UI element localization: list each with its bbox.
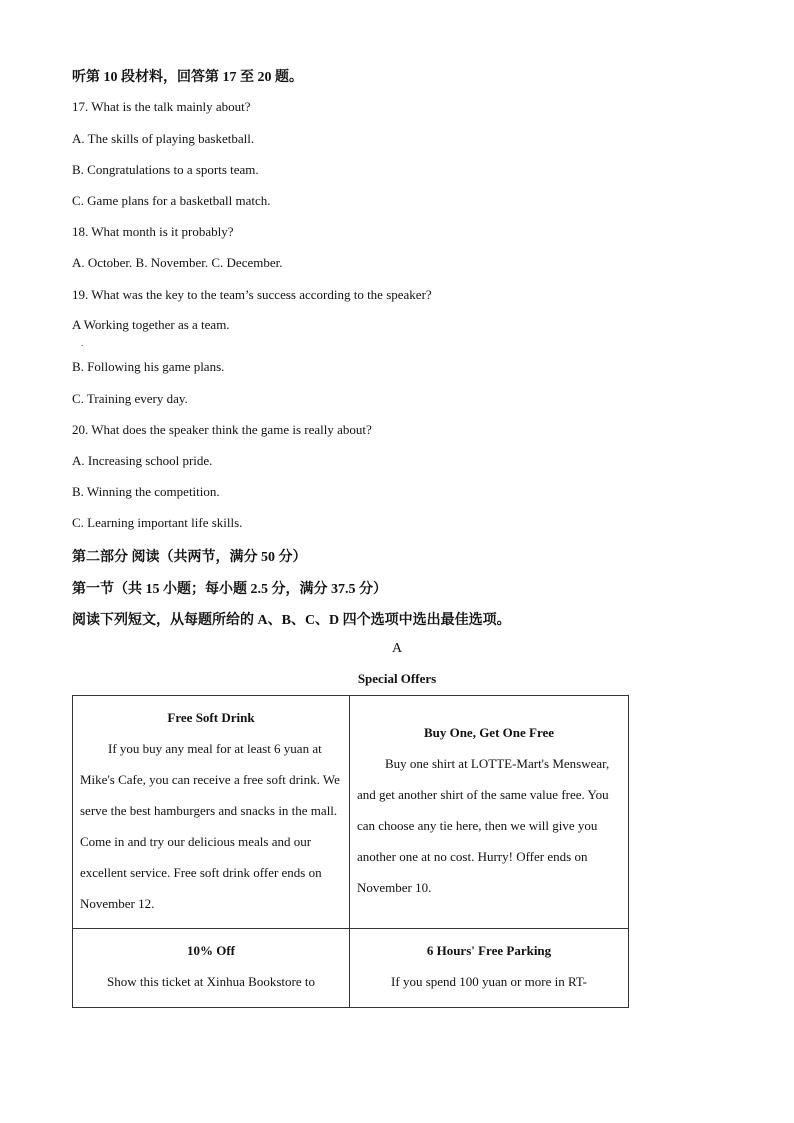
reading-section-header: 第一节（共 15 小题；每小题 2.5 分，满分 37.5 分） (72, 582, 387, 597)
offer-cell-bogo (350, 696, 629, 929)
question-17-option-a: A. The skills of playing basketball. (72, 131, 255, 146)
offer-text-bogo: Buy one shirt at LOTTE-Mart's Menswear, and get another shirt of the same value free. You can choose any tie here, then we will give you another one at no cost. Hurry! Offer ends on November 10. (357, 756, 610, 895)
offer-cell-soft-drink (73, 696, 350, 929)
offer-title-bogo: Buy One, Get One Free (423, 725, 555, 740)
offer-title-discount: 10% Off (186, 943, 236, 958)
offer-text-parking: If you spend 100 yuan or more in RT- (391, 974, 587, 989)
question-19-option-a: A Working together as a team. (72, 317, 230, 332)
offer-title-soft-drink: Free Soft Drink (167, 710, 255, 725)
reading-instruction: 阅读下列短文，从每题所给的 A、B、C、D 四个选项中选出最佳选项。 (72, 613, 511, 628)
question-17: 17. What is the talk mainly about? (72, 99, 251, 114)
offer-cell-discount (73, 929, 350, 1008)
offer-text-soft-drink: If you buy any meal for at least 6 yuan at Mike's Cafe, you can receive a free soft drink. We serve the best hamburgers and snacks in the mall. Come in and try our delicious meals and our excellent service. Free soft drink offer ends on November 12. (80, 741, 340, 911)
question-19-option-b: B. Following his game plans. (72, 359, 225, 374)
offer-title-parking: 6 Hours' Free Parking (426, 943, 552, 958)
question-19-option-c: C. Training every day. (72, 391, 188, 406)
offers-row (73, 929, 629, 1008)
question-20: 20. What does the speaker think the game is really about? (72, 422, 372, 437)
question-19: 19. What was the key to the team’s success according to the speaker? (72, 287, 432, 302)
offers-table (72, 695, 629, 1008)
offer-cell-parking (350, 929, 629, 1008)
question-20-option-a: A. Increasing school pride. (72, 453, 213, 468)
question-20-option-c: C. Learning important life skills. (72, 515, 243, 530)
question-17-option-b: B. Congratulations to a sports team. (72, 162, 259, 177)
offers-row (73, 696, 629, 929)
question-20-option-b: B. Winning the competition. (72, 484, 220, 499)
offer-text-discount: Show this ticket at Xinhua Bookstore to (107, 974, 315, 989)
listening-section-header: 听第 10 段材料，回答第 17 至 20 题。 (72, 70, 303, 85)
reading-part-header: 第二部分 阅读（共两节，满分 50 分） (72, 550, 307, 565)
question-18-options: A. October. B. November. C. December. (72, 255, 283, 270)
stray-dot: . (81, 338, 84, 348)
passage-letter: A (391, 641, 403, 656)
question-17-option-c: C. Game plans for a basketball match. (72, 193, 271, 208)
passage-title: Special Offers (357, 671, 437, 686)
question-18: 18. What month is it probably? (72, 224, 234, 239)
